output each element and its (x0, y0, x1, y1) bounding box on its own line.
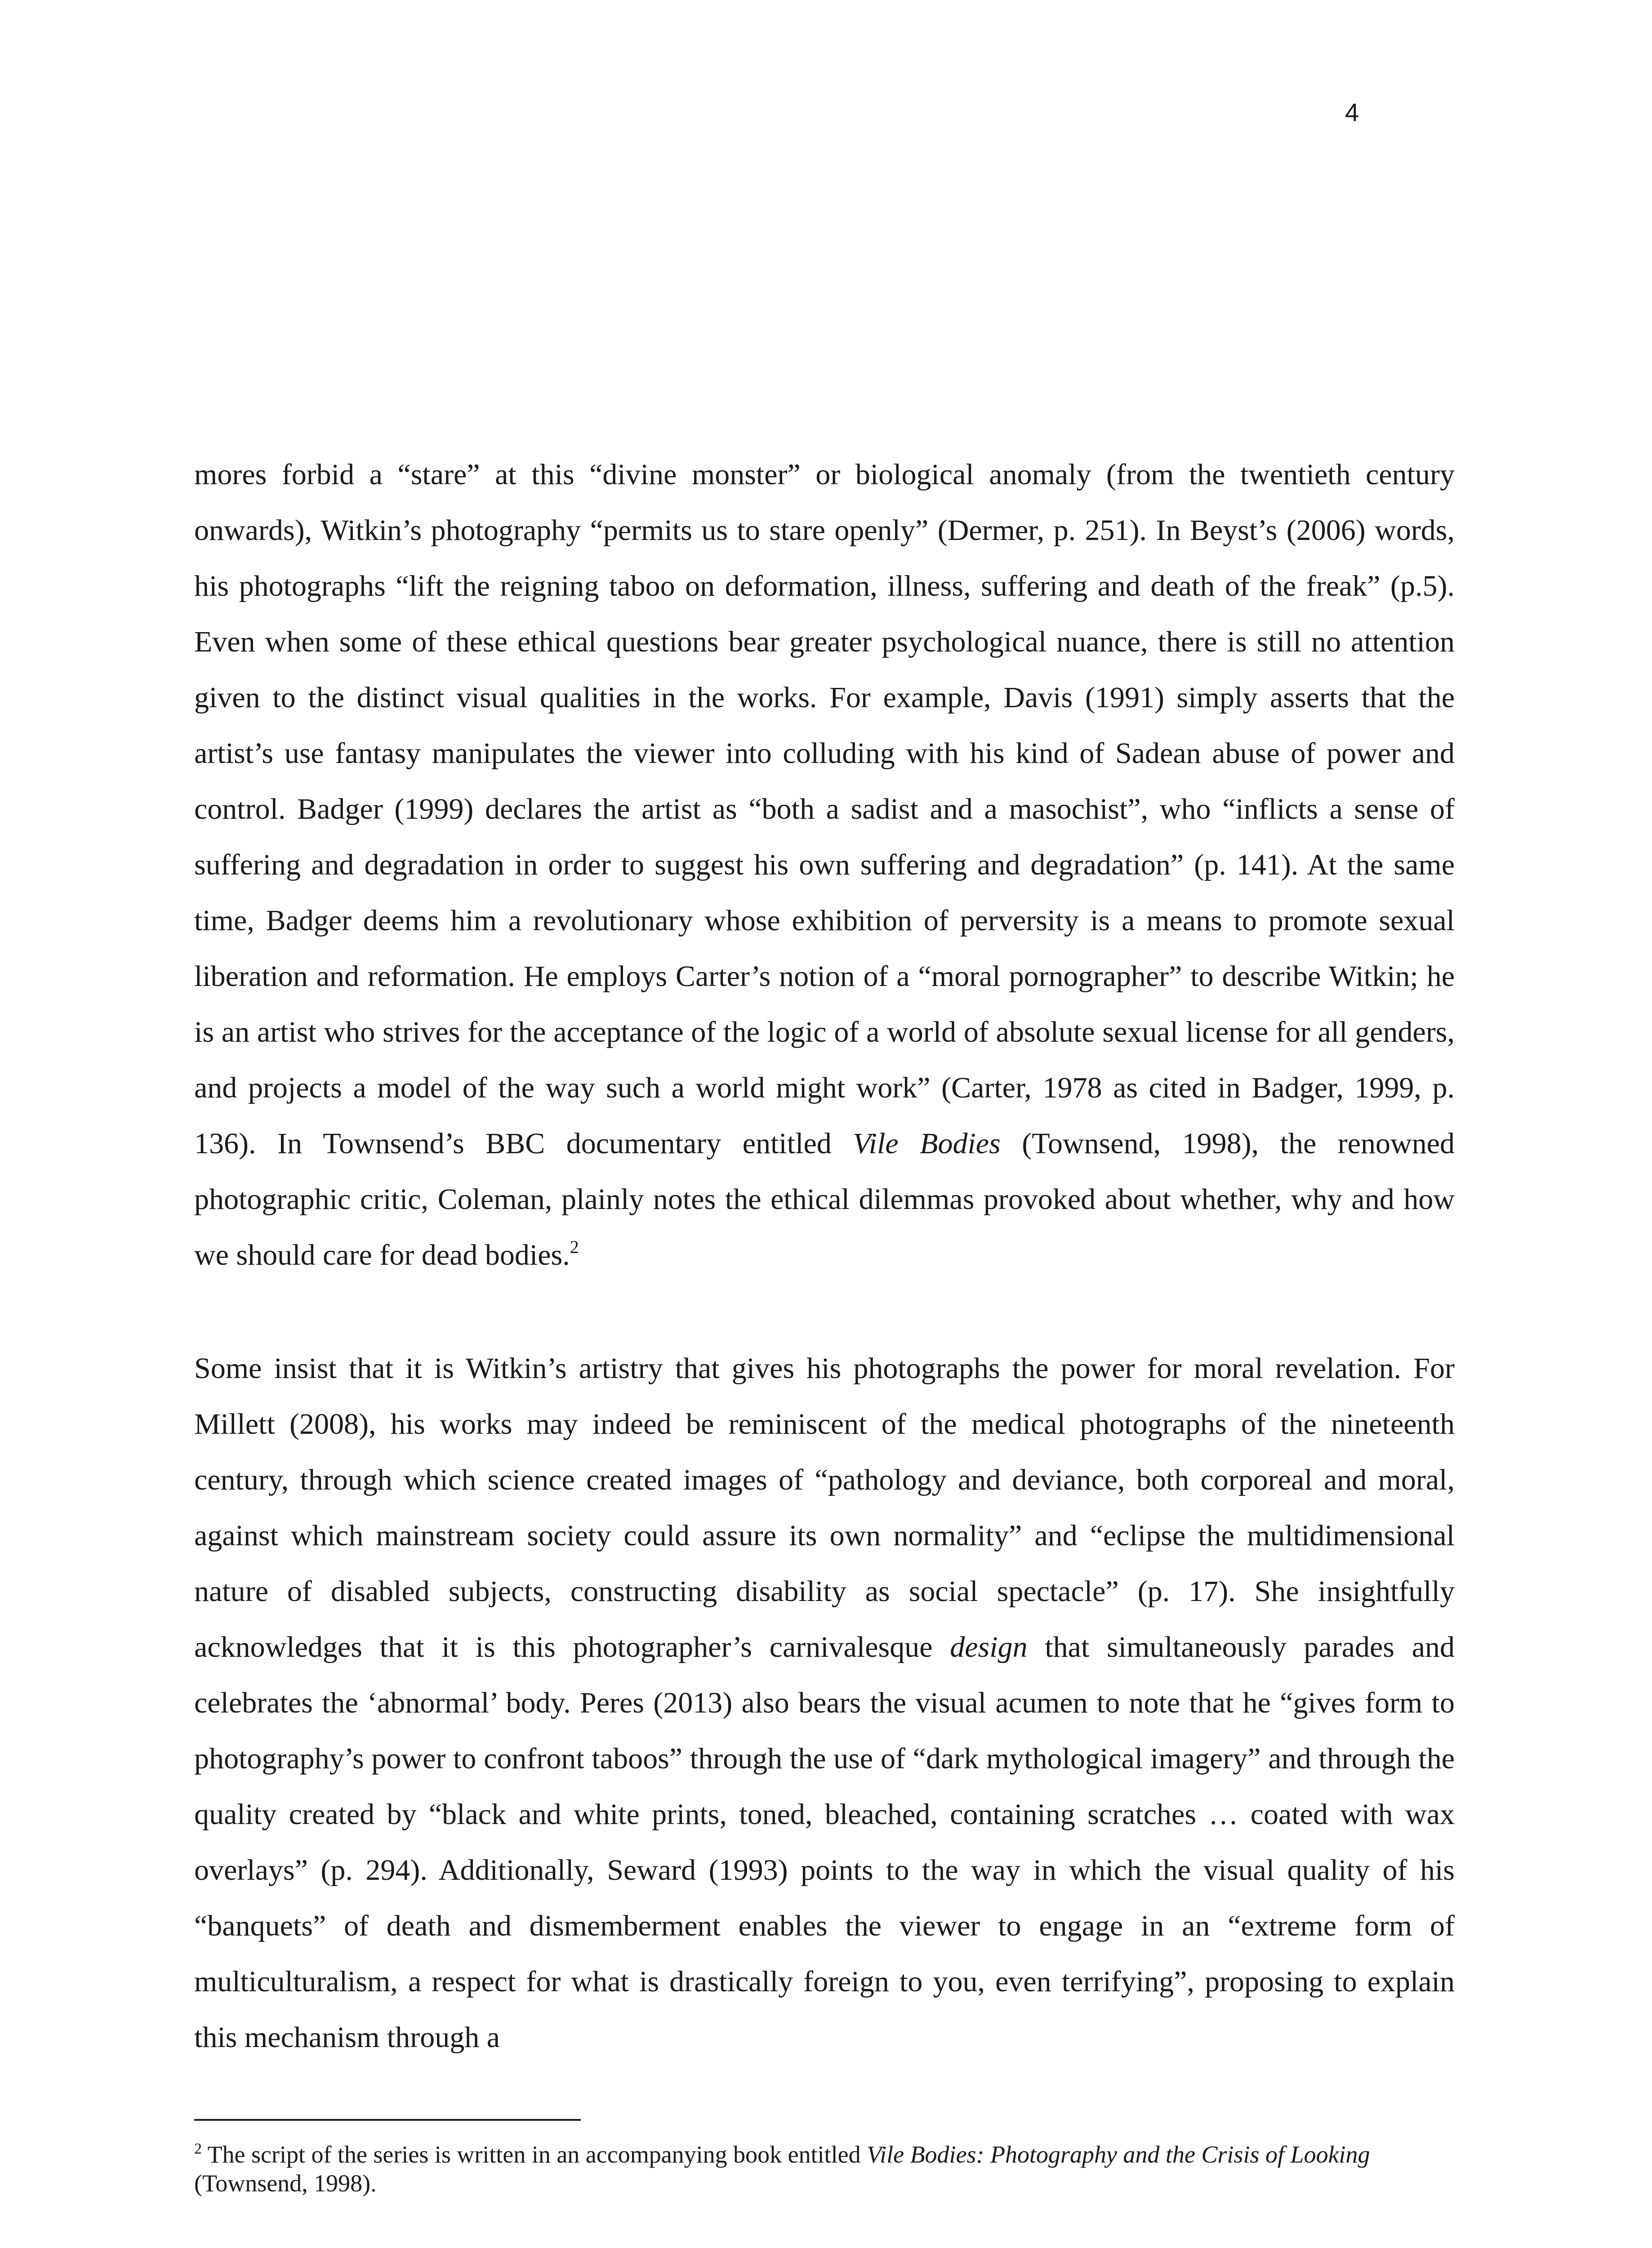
documentary-title: Vile Bodies (853, 1127, 1001, 1160)
paragraph-2-text: Some insist that it is Witkin’s artistry that gives his photographs the power for moral revelation. For Millett (2008), his works may indeed be reminiscent of the medical photographs of the nineteenth century, through which science created images of “pathology and deviance, both corporeal and moral, against which mainstream society could assure its own normality” and “eclipse the multidimensional nature of disabled subjects, constructing disability as social spectacle” (p. 17). She insightfully acknowledges that it is this photographer’s carnivalesque (194, 1352, 1455, 1664)
footnote-text-end: (Townsend, 1998). (194, 2170, 377, 2197)
footnote-separator (194, 2119, 581, 2121)
paragraph-1-text-end: (Townsend, 1998), the renowned photographic critic, Coleman, plainly notes the ethical dilemmas provoked about whether, why and how we should care for dead bodies. (194, 1127, 1455, 1271)
emphasis-design: design (950, 1631, 1028, 1664)
paragraph-2-text-end: that simultaneously parades and celebrates the ‘abnormal’ body. Peres (2013) also bears the visual acumen to note that he “gives form to photography’s power to confront taboos” through the use of “dark mythological imagery” and through the quality created by “black and white prints, toned, bleached, containing scratches … coated with wax overlays” (p. 294). Additionally, Seward (1993) points to the way in which the visual quality of his “banquets” of death and dismemberment enables the viewer to engage in an “extreme form of multiculturalism, a respect for what is drastically foreign to you, even terrifying”, proposing to explain this mechanism through a (194, 1631, 1455, 2054)
paragraph-1 (194, 447, 1455, 1283)
page-number: 4 (1345, 98, 1359, 126)
footnote-mark: 2 (194, 2141, 202, 2157)
footnote-book-title: Vile Bodies: Photography and the Crisis of Looking (867, 2141, 1370, 2168)
footnote-text: The script of the series is written in an accompanying book entitled (202, 2141, 867, 2168)
paragraph-2 (194, 1341, 1455, 2065)
paragraph-1-text: mores forbid a “stare” at this “divine monster” or biological anomaly (from the twentieth century onwards), Witkin’s photography “permits us to stare openly” (Dermer, p. 251). In Beyst’s (2006) words, his photographs “lift the reigning taboo on deformation, illness, suffering and death of the freak” (p.5). Even when some of these ethical questions bear greater psychological nuance, there is still no attention given to the distinct visual qualities in the works. For example, Davis (1991) simply asserts that the artist’s use fantasy manipulates the viewer into colluding with his kind of Sadean abuse of power and control. Badger (1999) declares the artist as “both a sadist and a masochist”, who “inflicts a sense of suffering and degradation in order to suggest his own suffering and degradation” (p. 141). At the same time, Badger deems him a revolutionary whose exhibition of perversity is a means to promote sexual liberation and reformation. He employs Carter’s notion of a “moral pornographer” to describe Witkin; he is an artist who strives for the acceptance of the logic of a world of absolute sexual license for all genders, and projects a model of the way such a world might work” (Carter, 1978 as cited in Badger, 1999, p. 136). In Townsend’s BBC documentary entitled (194, 458, 1455, 1160)
footnote (194, 2140, 1455, 2198)
footnote-reference[interactable]: 2 (570, 1237, 579, 1257)
